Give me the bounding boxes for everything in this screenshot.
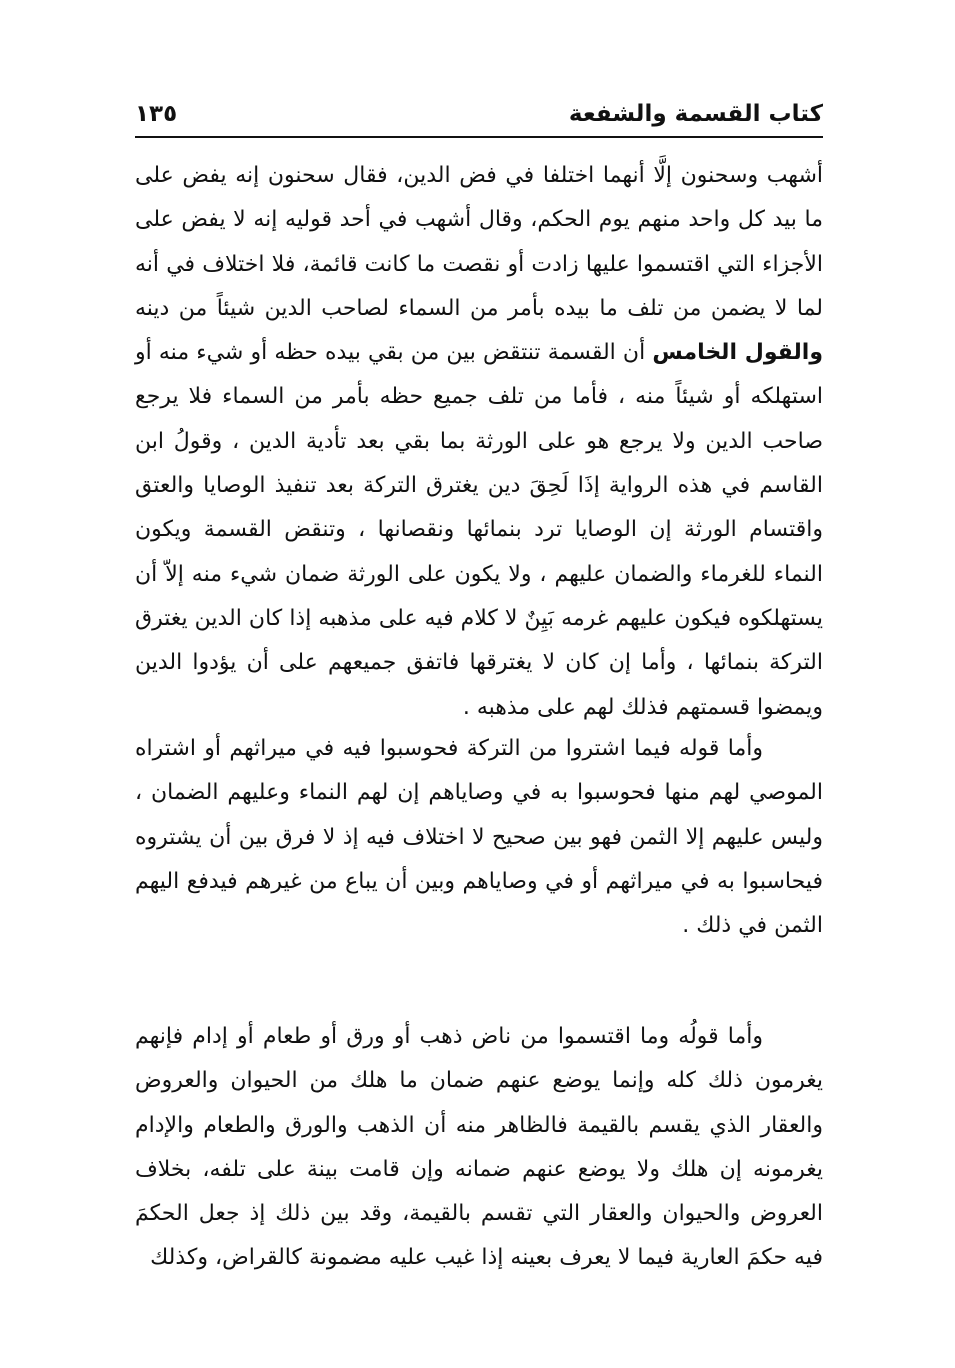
paragraph-1-part-1: أشهب وسحنون إلَّا أنهما اختلفا في فض الدين، فقال سحنون إنه يفض على ما بيد كل واحد منهم يوم الحكم، وقال أشهب في أحد قوليه إنه لا يفض على الأجزاء التي اقتسموا عليها زادت أو نقصت ما كانت قائمة، فلا اختلاف في أنه لما لا يضمن من تلف ما بيده بأمر من السماء لصاحب الدين شيئاً من دينه	[135, 163, 823, 321]
paragraph-1-text	[135, 154, 823, 730]
header-rule	[135, 136, 823, 138]
paragraph-1	[135, 154, 823, 730]
running-title: كتاب القسمة والشفعة	[568, 101, 823, 127]
paragraph-2-text: وأما قوله فيما اشتروا من التركة فحوسبوا فيه في ميراثهم أو اشتراه الموصي لهم منها فحوسبوا به في وصاياهم إن لهم النماء وعليهم الضمان ، وليس عليهم إلا الثمن فهو بين صحيح لا اختلاف فيه إذ لا فرق بين أن يشتروه فيحاسبوا به في ميراثهم أو في وصاياهم وبين أن يباع من غيرهم فيدفع اليهم الثمن في ذلك .	[135, 736, 823, 939]
page-header	[135, 92, 823, 136]
paragraph-3-text: وأما قولُه وما اقتسموا من ناض ذهب أو ورق أو طعام أو إدام فإنهم يغرمون ذلك كله وإنما يوضع عنهم ضمان ما هلك من الحيوان والعروض والعقار الذي يقسم بالقيمة فالظاهر منه أن الذهب والورق والطعام والإدام يغرمونه إن هلك ولا يوضع عنهم ضمانه وإن قامت بينة على تلفه، بخلاف العروض والحيوان والعقار التي تقسم بالقيمة، وقد بين ذلك إذ جعل الحكمَ فيه حكمَ العارية فيما لا يعرف بعينه إذا غيب عليه مضمونة كالقراض، وكذلك	[135, 1024, 823, 1271]
fifth-opinion-heading: والقول الخامس	[652, 340, 823, 366]
paragraph-3	[135, 1015, 823, 1281]
paragraph-1-part-2: أن القسمة تنتقض بين من بقي بيده حظه أو شيء منه أو استهلكه أو شيئاً منه ، فأما من تلف جميع حظه بأمر من السماء فلا يرجع صاحب الدين ولا يرجع هو على الورثة بما بقي بعد تأدية الدين ، وقولُ ابن القاسم في هذه الرواية إذَا لَحِقَ دين يغترق التركة بعد تنفيذ الوصايا والعتق واقتسام الورثة إن الوصايا ترد بنمائها ونقصانها ، وتنقض القسمة ويكون النماء للغرماء والضمان عليهم ، ولا يكون على الورثة ضمان شيء منه إلاّ أن يستهلكوه فيكون عليهم غرمه بَيِنٌ لا كلام فيه على مذهبه إذا كان الدين يغترق التركة بنمائها ، وأما إن كان لا يغترقها فاتفق جميعهم على أن يؤدوا الدين ويمضوا قسمتهم فذلك لهم على مذهبه .	[135, 340, 823, 720]
paragraph-2	[135, 727, 823, 948]
page-number: ١٣٥	[135, 101, 178, 127]
